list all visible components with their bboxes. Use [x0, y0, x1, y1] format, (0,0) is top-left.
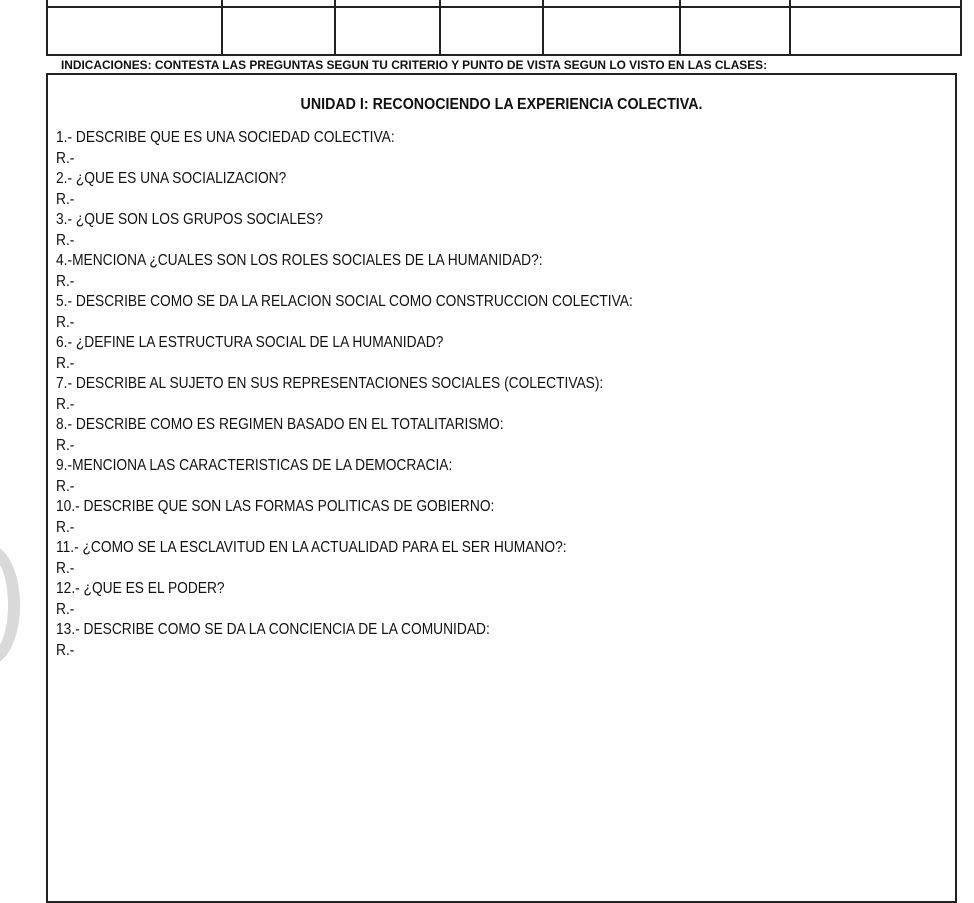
header-cell — [543, 0, 680, 7]
decorative-arc — [0, 545, 20, 665]
question-item — [56, 579, 697, 620]
answer-field[interactable]: R.- — [56, 395, 75, 413]
header-cell[interactable] — [790, 7, 961, 55]
unit-title: UNIDAD I: RECONOCIENDO LA EXPERIENCIA COLECTIVA. — [300, 96, 703, 113]
header-cell[interactable] — [680, 7, 790, 55]
header-cell — [440, 0, 543, 7]
header-cell — [680, 0, 790, 7]
question-text: 3.- ¿QUE SON LOS GRUPOS SOCIALES? — [56, 211, 324, 228]
question-item — [56, 128, 697, 169]
header-cell[interactable] — [47, 7, 222, 55]
answer-field[interactable]: R.- — [56, 190, 75, 208]
answer-field[interactable]: R.- — [56, 477, 75, 495]
answer-field[interactable]: R.- — [56, 231, 75, 249]
question-item — [56, 538, 697, 579]
header-cell — [335, 0, 440, 7]
answer-field[interactable]: R.- — [56, 559, 75, 577]
question-item — [56, 456, 697, 497]
answer-field[interactable]: R.- — [56, 600, 75, 618]
answer-field[interactable]: R.- — [56, 149, 75, 167]
question-item — [56, 333, 697, 374]
question-text: 13.- DESCRIBE COMO SE DA LA CONCIENCIA DE LA COMUNIDAD: — [56, 621, 490, 638]
header-cell — [47, 0, 222, 7]
question-text: 4.-MENCIONA ¿CUALES SON LOS ROLES SOCIALES DE LA HUMANIDAD?: — [56, 252, 543, 269]
question-text: 11.- ¿COMO SE LA ESCLAVITUD EN LA ACTUALIDAD PARA EL SER HUMANO?: — [56, 539, 567, 556]
question-item — [56, 169, 697, 210]
answer-field[interactable]: R.- — [56, 436, 75, 454]
question-text: 6.- ¿DEFINE LA ESTRUCTURA SOCIAL DE LA HUMANIDAD? — [56, 334, 444, 351]
question-item — [56, 251, 697, 292]
answer-field[interactable]: R.- — [56, 272, 75, 290]
question-list — [56, 128, 697, 661]
question-item — [56, 374, 697, 415]
answer-field[interactable]: R.- — [56, 354, 75, 372]
question-item — [56, 497, 697, 538]
answer-field[interactable]: R.- — [56, 518, 75, 536]
header-cell — [222, 0, 335, 7]
question-item — [56, 620, 697, 661]
question-text: 2.- ¿QUE ES UNA SOCIALIZACION? — [56, 170, 287, 187]
answer-field[interactable]: R.- — [56, 313, 75, 331]
header-cell[interactable] — [335, 7, 440, 55]
header-cell[interactable] — [222, 7, 335, 55]
question-item — [56, 415, 697, 456]
instructions-text: INDICACIONES: CONTESTA LAS PREGUNTAS SEGUN TU CRITERIO Y PUNTO DE VISTA SEGUN LO VISTO EN LAS CLASES: — [61, 58, 768, 72]
question-item — [56, 292, 697, 333]
question-text: 10.- DESCRIBE QUE SON LAS FORMAS POLITICAS DE GOBIERNO: — [56, 498, 495, 515]
header-cell — [790, 0, 961, 7]
question-text: 9.-MENCIONA LAS CARACTERISTICAS DE LA DEMOCRACIA: — [56, 457, 453, 474]
header-grid — [46, 0, 962, 56]
question-text: 12.- ¿QUE ES EL PODER? — [56, 580, 225, 597]
question-text: 5.- DESCRIBE COMO SE DA LA RELACION SOCIAL COMO CONSTRUCCION COLECTIVA: — [56, 293, 633, 310]
question-item — [56, 210, 697, 251]
answer-field[interactable]: R.- — [56, 641, 75, 659]
question-text: 1.- DESCRIBE QUE ES UNA SOCIEDAD COLECTIVA: — [56, 129, 395, 146]
question-text: 8.- DESCRIBE COMO ES REGIMEN BASADO EN EL TOTALITARISMO: — [56, 416, 504, 433]
header-cell[interactable] — [440, 7, 543, 55]
header-cell[interactable] — [543, 7, 680, 55]
question-text: 7.- DESCRIBE AL SUJETO EN SUS REPRESENTACIONES SOCIALES (COLECTIVAS): — [56, 375, 604, 392]
